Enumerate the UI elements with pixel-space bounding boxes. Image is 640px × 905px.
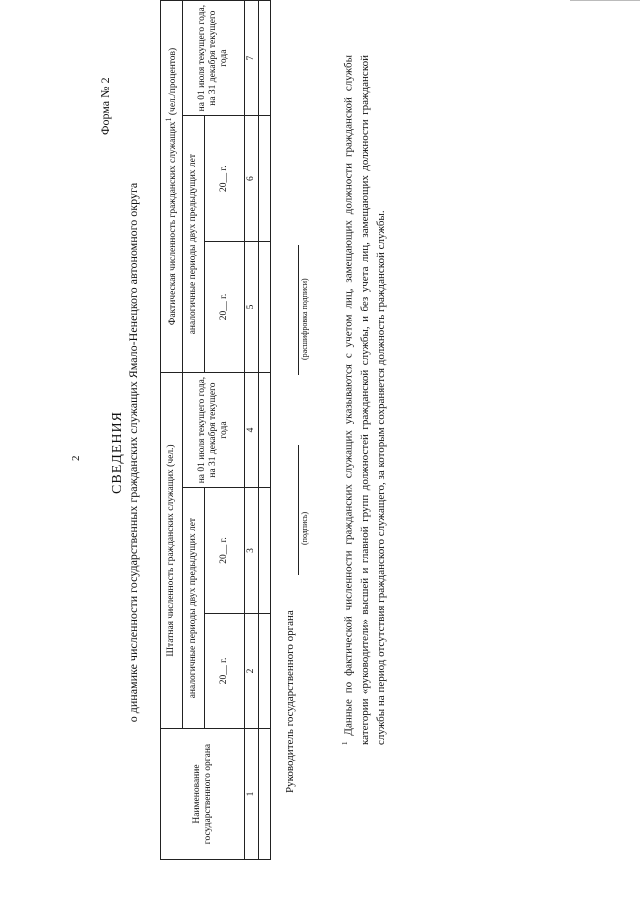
header-staff: Штатная численность гражданских служащих (чел.)	[161, 372, 183, 728]
table-cell	[259, 372, 271, 487]
document-title: СВЕДЕНИЯ	[110, 411, 125, 494]
header-actual-unit: (чел./процентов)	[168, 47, 179, 116]
footnote-text: Данные по фактической численности гражданских служащих указываются с учетом лиц, замещающих должности гражданской службы категории «руководители» высшей и главной групп должностей гражданской службы, и без учета лиц, замещающих должности гражданской службы на период отсутствия гражданского служащего, за которым сохраняется должность гражданской службы.	[342, 54, 387, 745]
col-number-5: 5	[245, 242, 259, 373]
statistics-table	[160, 0, 271, 860]
signature-label: Руководитель государственного органа	[284, 610, 296, 793]
header-actual-prior: аналогичные периоды двух предыдущих лет	[183, 116, 205, 373]
header-actual-year-b: 20__ г.	[205, 116, 245, 242]
header-actual-year-a: 20__ г.	[205, 242, 245, 373]
signature-decode-caption: (расшифровка подписи)	[300, 278, 309, 360]
table-cell	[259, 488, 271, 614]
footnote	[340, 55, 389, 745]
table-empty-row	[259, 1, 271, 860]
col-number-4: 4	[245, 372, 259, 487]
header-staff-current: на 01 июля текущего года, на 31 декабря текущего года	[183, 372, 245, 487]
table-cell	[259, 613, 271, 728]
table-header-row	[161, 1, 183, 860]
signature-line	[298, 445, 299, 575]
table-number-row	[245, 1, 259, 860]
form-number: Форма № 2	[98, 77, 112, 135]
col-number-6: 6	[245, 116, 259, 242]
signature-decode-line	[298, 245, 299, 375]
header-actual-current: на 01 июля текущего года, на 31 декабря текущего года	[183, 1, 245, 116]
header-staff-year-a: 20__ г.	[205, 613, 245, 728]
header-staff-prior: аналогичные периоды двух предыдущих лет	[183, 488, 205, 729]
col-number-1: 1	[245, 729, 259, 860]
header-actual-footnote: 1	[163, 117, 173, 122]
header-actual	[161, 1, 183, 373]
footnote-mark: 1	[341, 741, 349, 745]
col-number-3: 3	[245, 488, 259, 614]
signature-caption: (подпись)	[300, 511, 309, 545]
table-cell	[259, 242, 271, 373]
table-cell	[259, 729, 271, 860]
table-cell	[259, 1, 271, 116]
header-staff-year-b: 20__ г.	[205, 488, 245, 614]
document-subtitle: о динамике численности государственных гражданских служащих Ямало-Ненецкого автономного округа	[126, 182, 140, 723]
table-cell	[259, 116, 271, 242]
col-number-7: 7	[245, 1, 259, 116]
col-number-2: 2	[245, 613, 259, 728]
header-org-name: Наименование государственного органа	[161, 729, 245, 860]
page-number: 2	[70, 455, 82, 461]
header-actual-label: Фактическая численность гражданских служащих	[168, 121, 179, 326]
